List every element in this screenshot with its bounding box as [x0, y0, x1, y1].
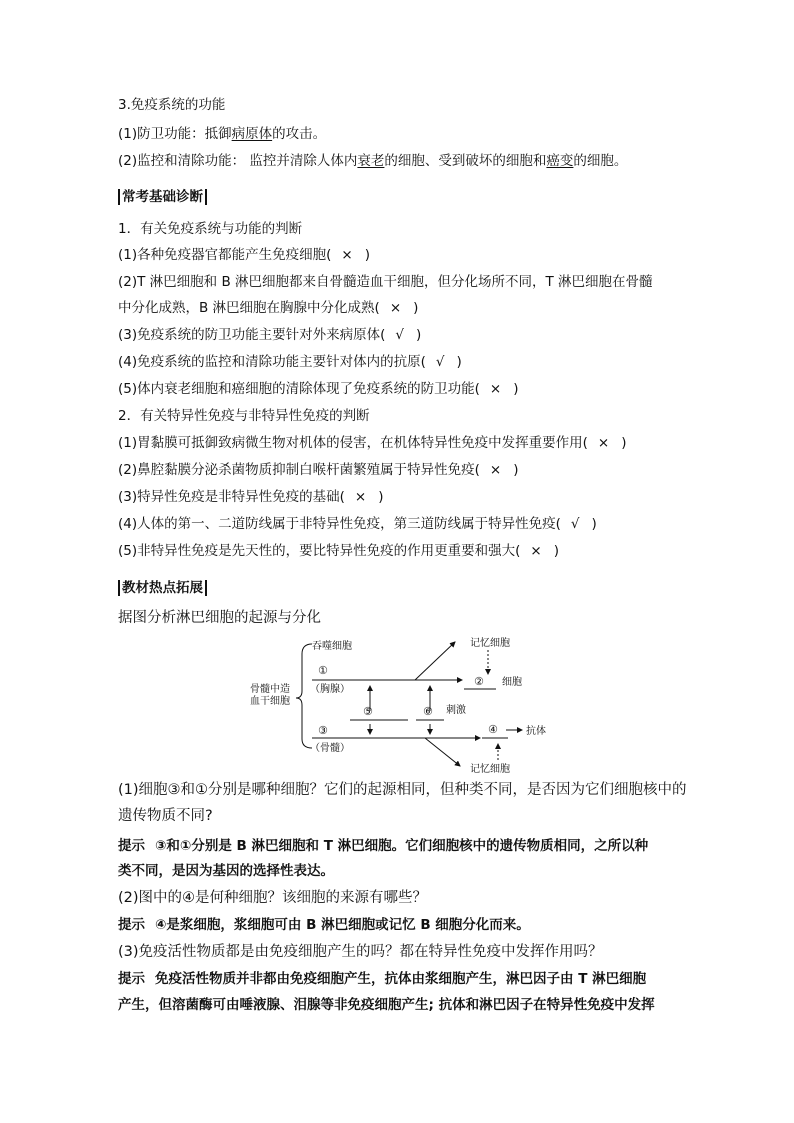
group2-heading: 2．有关特异性免疫与非特异性免疫的判断 — [118, 408, 370, 424]
memory-cell-bottom: 记忆细胞 — [470, 764, 510, 775]
item-text: (4)免疫系统的监控和清除功能主要针对体内的抗原( — [118, 354, 426, 370]
underlined-answer: 衰老 — [357, 153, 385, 169]
item-text: (3)免疫系统的防卫功能主要针对外来病原体( — [118, 327, 386, 343]
cell-2-number: ② — [474, 675, 484, 688]
marrow-label: （骨髓） — [310, 743, 350, 754]
paren-close: ) — [416, 327, 422, 343]
item-text: (2)鼻腔黏膜分泌杀菌物质抑制白喉杆菌繁殖属于特异性免疫( — [118, 462, 480, 478]
cell-4-number: ④ — [488, 723, 498, 736]
diagram-intro: 据图分析淋巴细胞的起源与分化 — [118, 610, 321, 626]
question-3: (3)免疫活性物质都是由免疫细胞产生的吗？都在特异性免疫中发挥作用吗？ — [118, 944, 603, 960]
item-text: 中分化成熟，B 淋巴细胞在胸腺中分化成熟( — [118, 300, 380, 316]
hint-label: 提示 — [118, 917, 145, 933]
paren-close: ) — [621, 435, 627, 451]
lymphocyte-origin-diagram — [240, 636, 570, 776]
text: 的细胞。 — [573, 153, 628, 169]
question-1-line-2: 遗传物质不同? — [118, 808, 213, 824]
paren-close: ) — [513, 381, 519, 397]
phagocyte-label: 吞噬细胞 — [312, 641, 352, 652]
item-text: (2)T 淋巴细胞和 B 淋巴细胞都来自骨髓造血干细胞，但分化场所不同，T 淋巴细胞在骨髓 — [118, 274, 653, 290]
judgement-mark: × — [354, 489, 367, 505]
source-label-line1: 骨髓中造 — [250, 684, 290, 695]
underlined-answer: 病原体 — [231, 126, 273, 142]
function-line-1 — [118, 124, 688, 144]
judgement-mark: × — [597, 435, 610, 451]
answer-text: ③和①分别是 B 淋巴细胞和 T 淋巴细胞。它们细胞核中的遗传物质相同，之所以种 — [155, 838, 649, 854]
paren-close: ) — [413, 300, 419, 316]
answer-3-line-1 — [118, 969, 688, 989]
judgement-mark: × — [389, 300, 402, 316]
section-tag-extension — [118, 578, 688, 598]
hint-label: 提示 — [118, 971, 145, 987]
paren-close: ) — [456, 354, 462, 370]
cell-3-number: ③ — [318, 724, 328, 737]
judgement-item — [118, 272, 688, 292]
judgement-mark: √ — [395, 327, 404, 343]
judgement-item — [118, 460, 688, 480]
stimulus-label: 刺激 — [446, 705, 466, 716]
answer-text: 免疫活性物质并非都由免疫细胞产生，抗体由浆细胞产生，淋巴因子由 T 淋巴细胞 — [155, 971, 647, 987]
judgement-item — [118, 514, 688, 534]
section-title: 3.免疫系统的功能 — [118, 97, 226, 113]
arrow-to-memory-top — [415, 642, 455, 680]
judgement-mark: × — [489, 381, 502, 397]
tag-label: 教材热点拓展 — [118, 580, 207, 596]
hint-label: 提示 — [118, 838, 145, 854]
question-1-line-1: (1)细胞③和①分别是哪种细胞？它们的起源相同，但种类不同，是否因为它们细胞核中的 — [118, 782, 687, 798]
answer-text: ④是浆细胞，浆细胞可由 B 淋巴细胞或记忆 B 细胞分化而来。 — [155, 917, 530, 933]
answer-2 — [118, 915, 688, 935]
paren-close: ) — [364, 247, 370, 263]
node-6: ⑥ — [423, 705, 433, 718]
underlined-answer: 癌变 — [546, 153, 574, 169]
answer-1-line-2: 类不同，是因为基因的选择性表达。 — [118, 863, 334, 879]
text: 的细胞、受到破坏的细胞和 — [384, 153, 547, 169]
node-5: ⑤ — [363, 705, 373, 718]
tag-label: 常考基础诊断 — [118, 189, 207, 205]
arrow-to-memory-bottom — [425, 738, 460, 766]
item-text: (3)特异性免疫是非特异性免疫的基础( — [118, 489, 345, 505]
paren-close: ) — [553, 543, 559, 559]
judgement-mark: √ — [435, 354, 445, 370]
judgement-item — [118, 487, 688, 507]
item-text: (5)非特异性免疫是先天性的，要比特异性免疫的作用更重要和强大( — [118, 543, 521, 559]
judgement-mark: √ — [570, 516, 580, 532]
answer-1-line-1 — [118, 836, 688, 856]
source-label-line2: 血干细胞 — [250, 696, 290, 707]
brace — [296, 644, 312, 748]
judgement-item — [118, 352, 688, 372]
paren-close: ) — [378, 489, 384, 505]
paren-close: ) — [591, 516, 597, 532]
item-text: (5)体内衰老细胞和癌细胞的清除体现了免疫系统的防卫功能( — [118, 381, 480, 397]
cell-2-label: 细胞 — [502, 677, 522, 688]
judgement-mark: × — [341, 247, 353, 263]
item-text: (1)胃黏膜可抵御致病微生物对机体的侵害，在机体特异性免疫中发挥重要作用( — [118, 435, 588, 451]
item-text: (4)人体的第一、二道防线属于非特异性免疫，第三道防线属于特异性免疫( — [118, 516, 561, 532]
function-line-2 — [118, 151, 688, 171]
memory-cell-top: 记忆细胞 — [470, 638, 510, 649]
text: (2)监控和清除功能： 监控并清除人体内 — [118, 153, 358, 169]
judgement-item — [118, 325, 688, 345]
section-tag-diagnosis — [118, 187, 688, 207]
text: 的攻击。 — [272, 126, 327, 142]
group1-heading: 1．有关免疫系统与功能的判断 — [118, 221, 303, 237]
judgement-mark: × — [530, 543, 542, 559]
question-2: (2)图中的④是何种细胞？该细胞的来源有哪些？ — [118, 890, 428, 906]
judgement-mark: × — [489, 462, 502, 478]
judgement-item — [118, 541, 688, 561]
antibody-label: 抗体 — [526, 726, 546, 737]
text: (1)防卫功能：抵御 — [118, 126, 232, 142]
answer-3-line-2: 产生，但溶菌酶可由唾液腺、泪腺等非免疫细胞产生; 抗体和淋巴因子在特异性免疫中发挥 — [118, 997, 655, 1013]
thymus-label: （胸腺） — [310, 684, 350, 695]
judgement-item — [118, 433, 688, 453]
cell-1-number: ① — [318, 664, 328, 677]
paren-close: ) — [513, 462, 519, 478]
item-text: (1)各种免疫器官都能产生免疫细胞( — [118, 247, 332, 263]
judgement-item — [118, 298, 688, 318]
judgement-item — [118, 379, 688, 399]
judgement-item — [118, 245, 688, 265]
